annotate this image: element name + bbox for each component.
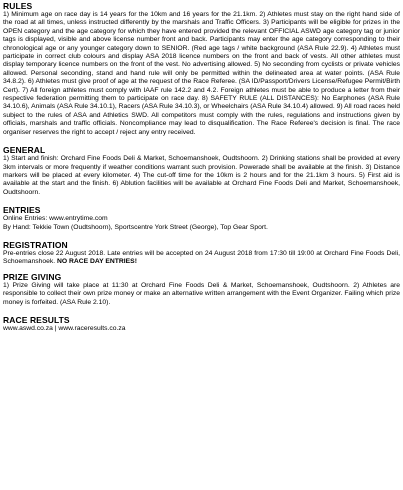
registration-heading: REGISTRATION bbox=[3, 239, 68, 250]
prize-giving-text: 1) Prize Giving will take place at 11:30 at Orchard Fine Foods Deli & Market, Schoemanshoek, Oudtshoorn. 2) Athletes are responsible to collect their own prize money or make an alternative written arrangement with the Event Organizer. Failing which prize money is forfeited. (ASA Rule 2.10). bbox=[3, 281, 400, 306]
entries-heading: ENTRIES bbox=[3, 205, 41, 216]
prize-giving-section bbox=[3, 272, 400, 307]
entries-by-hand: By Hand: Tekkie Town (Oudtshoorn), Sportscentre York Street (George), Top Gear Sport. bbox=[3, 223, 268, 231]
rules-heading: RULES bbox=[3, 1, 33, 11]
general-heading: GENERAL bbox=[3, 145, 46, 156]
registration-emphasis: NO RACE DAY ENTRIES! bbox=[57, 258, 137, 266]
entries-section bbox=[3, 205, 400, 232]
registration-text bbox=[3, 250, 400, 267]
rules-section bbox=[3, 1, 400, 137]
race-results-links: www.aswd.co.za | www.raceresults.co.za bbox=[3, 324, 126, 332]
prize-giving-heading: PRIZE GIVING bbox=[3, 271, 62, 282]
general-text: 1) Start and finish: Orchard Fine Foods Deli & Market, Schoemanshoek, Oudtshoorn. 2) Drinking stations shall be provided at every 3km intervals or more frequently if weather conditions warrant such provision. Powerade shall be available at the finish. 3) Distance markers will be placed at every kilometer. 4) The cut-off time for the 10km is 2 hours and for the 21.1km 3 hours. 5) First aid is available at the start and the finish. 6) Ablution facilities will be available at Orchard Fine Foods Deli and Market, Schoemanshoek, Oudtshoorn. bbox=[3, 155, 400, 196]
entries-online: Online Entries: www.entrytime.com bbox=[3, 215, 108, 223]
race-results-section bbox=[3, 315, 400, 333]
race-results-heading: RACE RESULTS bbox=[3, 314, 70, 325]
general-section bbox=[3, 145, 400, 197]
registration-section bbox=[3, 240, 400, 267]
rules-text: 1) Minimum age on race day is 14 years for the 10km and 16 years for the 21.1km. 2) Athletes must stay on the right hand side of the road at all times, unless instructed differently by the marshals and Traffic Officers. 3) Participants will be eligible for prizes in the OPEN category and the age category for which they have entered provided the relevant OFFICIAL ASWD age category tag or junior tags is displayed, visible and above license number front and back. Participants may enter the age category corresponding to their chronological age or any younger category down to SENIOR. (Red age tags / white background (ASA Rule 22.9). 4) Athletes must participate in correct club colours and display ASA 2018 licence numbers on the front and back of vests. All other athletes must display temporary licence numbers on the front of the vest. No advertising allowed. 5) No seconding from cyclists or private vehicles allowed. Personal seconding, stand and hand rule will only be permitted within the delineated area at water points. (ASA Rule 34.8.2). 6) Athletes must give proof of age at the request of the Race Referee. (SA ID/Passport/Drivers License/Refugee Permit/Birth Cert). 7) All foreign athletes must comply with IAAF rule 142.2 and 4.2. Foreign athletes must be able to produce a letter from their respective federation permitting them to participate on race day. 8) SAFETY RULE (ALL DISTANCES): No Earphones (ASA Rule 34.10.6), Animals (ASA Rule 34.10.1), Racers (ASA Rule 34.10.3), or Wheelchairs (ASA Rule 34.10.4) allowed. 9) All road races held subject to the rules of ASA and Athletics SWD. All competitors must comply with the rules, regulations and instructions given by officials, marshals and traffic officials. Noncompliance may lead to disqualification. The Race Referee's decision is final. The race organiser reserves the right to accept / reject any entry received. bbox=[3, 11, 400, 136]
registration-details: Pre-entries close 22 August 2018. Late entries will be accepted on 24 August 2018 from 17:30 till 19:00 at Orchard Fine Foods Deli, Schoemanshoek. bbox=[3, 249, 400, 266]
